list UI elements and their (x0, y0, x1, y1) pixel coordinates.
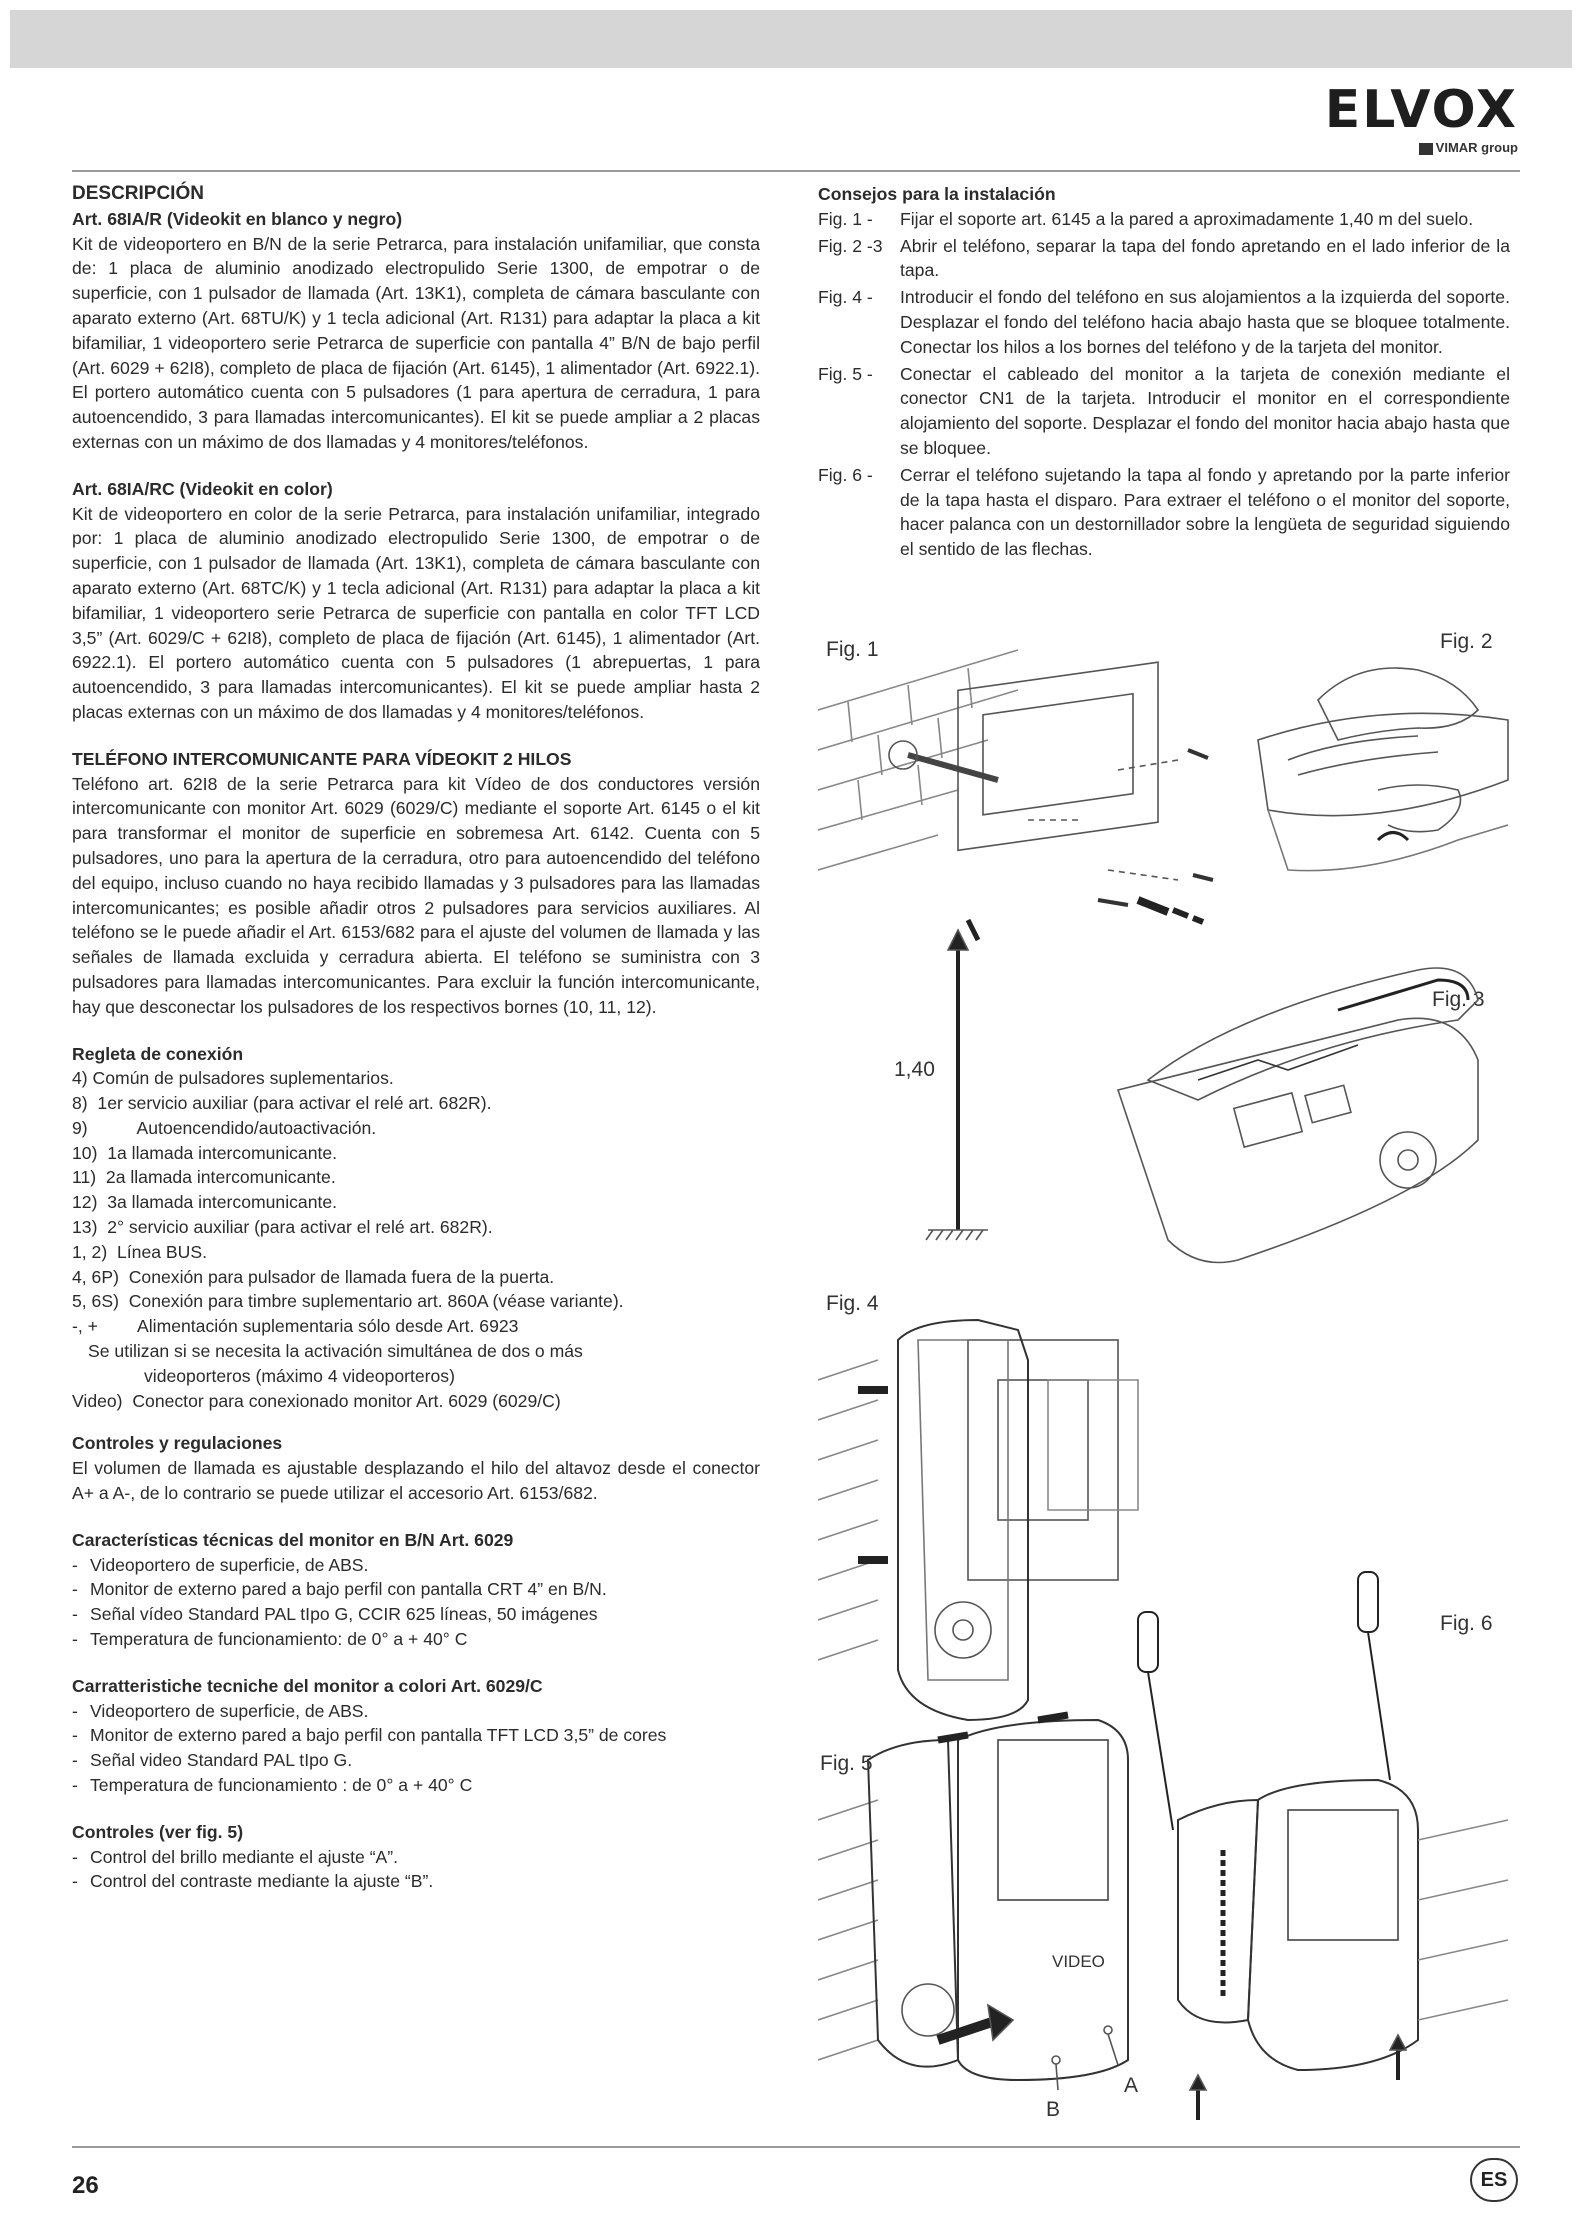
list-item: 4, 6P) Conexión para pulsador de llamada fuera de la puerta. (72, 1266, 555, 1287)
kit-color-heading: Art. 68IA/RC (Videokit en color) (72, 478, 333, 499)
list-item: Fig. 6 - Cerrar el teléfono sujetando la tapa al fondo y apretando por la parte inferior de la tapa hasta el disparo. Para extraer el teléfono o el monitor del soporte, hacer palanca con un destornillador sobre la lengüeta de seguridad siguiendo el sentido de las flechas. (818, 464, 1510, 560)
list-item: -, + Alimentación suplementaria sólo desde Art. 6923 (72, 1316, 519, 1337)
language-badge: ES (1470, 2158, 1518, 2202)
installation-illustrations (818, 640, 1518, 2160)
top-gray-band (10, 10, 1572, 68)
list-item: Video) Conector para conexionado monitor Art. 6029 (6029/C) (72, 1390, 561, 1411)
label-b: B (1046, 2098, 1061, 2121)
list-item: - Control del contraste mediante la ajuste “B”. (72, 1871, 434, 1892)
list-item: - Videoportero de superficie, de ABS. (72, 1554, 369, 1575)
list-item: 9) Autoencendido/autoactivación. (72, 1117, 377, 1138)
list-item: 1, 2) Línea BUS. (72, 1241, 207, 1262)
list-item: 13) 2° servicio auxiliar (para activar el relé art. 682R). (72, 1217, 493, 1238)
regleta-note-2: videoporteros (máximo 4 videoporteros) (144, 1365, 455, 1386)
list-item: 4) Común de pulsadores suplementarios. (72, 1068, 394, 1089)
telefono-heading: TELÉFONO INTERCOMUNICANTE PARA VÍDEOKIT 2 HILOS (72, 748, 572, 769)
fig3-handset-drawing (1118, 968, 1478, 1263)
list-item: 5, 6S) Conexión para timbre suplementario art. 860A (véase variante). (72, 1291, 624, 1312)
right-column (818, 182, 1510, 564)
list-item: Fig. 5 - Conectar el cableado del monitor a la tarjeta de conexión mediante el conector CN1 de la tarjeta. Introducir el monitor en el correspondiente alojamiento del soporte. Desplazar el fondo del monitor hacia abajo hasta que se bloquee. (818, 363, 1510, 458)
label-a: A (1124, 2074, 1139, 2097)
list-item: - Temperatura de funcionamiento : de 0° a + 40° C (72, 1775, 473, 1796)
logo-text: ELVOX (1324, 80, 1518, 140)
left-column (72, 182, 760, 1894)
height-label: 1,40 (894, 1058, 935, 1081)
install-heading: Consejos para la instalación (818, 184, 1056, 204)
controles-heading: Controles y regulaciones (72, 1433, 283, 1454)
fig2-label: Fig. 2 (1440, 630, 1493, 653)
fig4-label: Fig. 4 (826, 1292, 879, 1315)
regleta-heading: Regleta de conexión (72, 1043, 244, 1064)
kit-color-text: Kit de videoportero en color de la serie Petrarca, para instalación unifamiliar, integrado por: 1 placa de aluminio anodizado electropulido Serie 1300, de empotrar o de superficie, con 1 pulsador de llamada (Art. 13K1), completa de cámara basculante con aparato externo (Art. 68TC/K) y 1 tecla adicional (Art. R131) para adaptar la placa a kit bifamiliar, 1 videoportero serie Petrarca de superficie con pantalla en color TFT LCD 3,5” (Art. 6029/C + 62I8), completo de placa de fijación (Art. 6145), 1 alimentador (Art. 6922.1). El portero automático cuenta con 5 pulsadores (1 abrepuertas, 1 para autoencendido, 3 para llamadas intercomunicantes). El kit se puede ampliar hasta 2 placas externas con un máximo de dos llamadas y 4 monitores/teléfonos. (72, 503, 760, 722)
list-item: Fig. 1 - Fijar el soporte art. 6145 a la pared a aproximadamente 1,40 m del suelo. (818, 208, 1474, 229)
controles-text: El volumen de llamada es ajustable desplazando el hilo del altavoz desde el conector A+ a A-, de lo contrario se puede utilizar el accesorio Art. 6153/682. (72, 1458, 760, 1504)
footer-rule (72, 2146, 1520, 2148)
list-item: Fig. 2 -3 Abrir el teléfono, separar la tapa del fondo apretando en el lado inferior de la tapa. (818, 235, 1510, 281)
fig5-label: Fig. 5 (820, 1752, 873, 1775)
list-item: Fig. 4 - Introducir el fondo del teléfono en sus alojamientos a la izquierda del soporte. Desplazar el fondo del teléfono hacia abajo hasta que se bloquee totalmente. Conectar los hilos a los bornes del teléfono y de la tarjeta del monitor. (818, 287, 1510, 357)
list-item: - Temperatura de funcionamiento: de 0° a + 40° C (72, 1629, 468, 1650)
fig6-screwdriver-drawing (1138, 1572, 1508, 2120)
list-item: 10) 1a llamada intercomunicante. (72, 1142, 338, 1163)
page-number: 26 (72, 2172, 99, 2199)
list-item: 8) 1er servicio auxiliar (para activar el relé art. 682R). (72, 1093, 492, 1114)
regleta-note-1: Se utilizan si se necesita la activación simultánea de dos o más (88, 1341, 583, 1362)
logo-subtitle: VIMAR group (1435, 140, 1518, 155)
carac-color-heading: Carratteristiche tecniche del monitor a colori Art. 6029/C (72, 1675, 543, 1696)
fig4-monitor-mount-drawing (818, 1320, 1138, 1720)
elvox-logo (1324, 80, 1518, 155)
kit-bn-heading: Art. 68IA/R (Videokit en blanco y negro) (72, 208, 403, 229)
fig5-monitor-drawing (818, 1715, 1128, 2090)
fig1-label: Fig. 1 (826, 638, 879, 661)
fig3-label: Fig. 3 (1432, 988, 1485, 1011)
page-title: DESCRIPCIÓN (72, 183, 204, 204)
telefono-text: Teléfono art. 62I8 de la serie Petrarca para kit Vídeo de dos conductores versión intercomunicante con monitor Art. 6029 (6029/C) mediante el soporte Art. 6145 o el kit para transformar el monitor de superficie en sobremesa Art. 6142. Cuenta con 5 pulsadores, uno para la apertura de la cerradura, otro para autoencendido del teléfono del equipo, incluso cuando no haya recibido llamadas y 3 pulsadores para las llamadas intercomunicantes; es posible añadir otros 2 pulsadores para servicios auxiliares. Al teléfono se le puede añadir el Art. 6153/682 para el ajuste del volumen de llamada y las señales de llamada excluida y cerradura abierta. El teléfono se suministra con 3 pulsadores para llamadas intercomunicantes. Para excluir la función intercomunicante, hay que desconectar los pulsadores de los respectivos bornes (10, 11, 12). (72, 773, 760, 1017)
carac-bn-heading: Características técnicas del monitor en B/N Art. 6029 (72, 1529, 514, 1550)
list-item: - Monitor de externo pared a bajo perfil con pantalla TFT LCD 3,5” de cores (72, 1725, 667, 1746)
fig6-label: Fig. 6 (1440, 1612, 1493, 1635)
regleta-list (72, 1066, 760, 1413)
controles-fig5-heading: Controles (ver fig. 5) (72, 1821, 244, 1842)
list-item: - Señal video Standard PAL tIpo G. (72, 1750, 353, 1771)
vimar-icon (1419, 143, 1433, 155)
fig1-wall-bracket-drawing (818, 650, 1213, 1240)
list-item: - Señal vídeo Standard PAL tIpo G, CCIR 625 líneas, 50 imágenes (72, 1604, 598, 1625)
list-item: - Monitor de externo pared a bajo perfil con pantalla CRT 4” en B/N. (72, 1579, 607, 1600)
list-item: 11) 2a llamada intercomunicante. (72, 1167, 336, 1188)
list-item: - Videoportero de superficie, de ABS. (72, 1700, 369, 1721)
header-rule (72, 170, 1520, 172)
list-item: 12) 3a llamada intercomunicante. (72, 1192, 338, 1213)
fig2-phone-drawing (1258, 668, 1508, 871)
kit-bn-text: Kit de videoportero en B/N de la serie Petrarca, para instalación unifamiliar, que consta de: 1 placa de aluminio anodizado electropulido Serie 1300, de empotrar o de superficie, con 1 pulsador de llamada (Art. 13K1), completa de cámara basculante con aparato externo (Art. 68TU/K) y 1 tecla adicional (Art. R131) para adaptar la placa a kit bifamiliar, 1 videoportero serie Petrarca de superficie con pantalla 4” B/N de bajo perfil (Art. 6029 + 62I8), completo de placa de fijación (Art. 6145), 1 alimentador (Art. 6922.1). El portero automático cuenta con 5 pulsadores (1 para apertura de cerradura, 1 para autoencendido, 3 para llamadas intercomunicantes). El kit se puede ampliar a 2 placas externas con un máximo de dos llamadas y 4 monitores/teléfonos. (72, 233, 760, 452)
list-item: - Control del brillo mediante el ajuste “A”. (72, 1846, 399, 1867)
video-label: VIDEO (1052, 1952, 1105, 1971)
